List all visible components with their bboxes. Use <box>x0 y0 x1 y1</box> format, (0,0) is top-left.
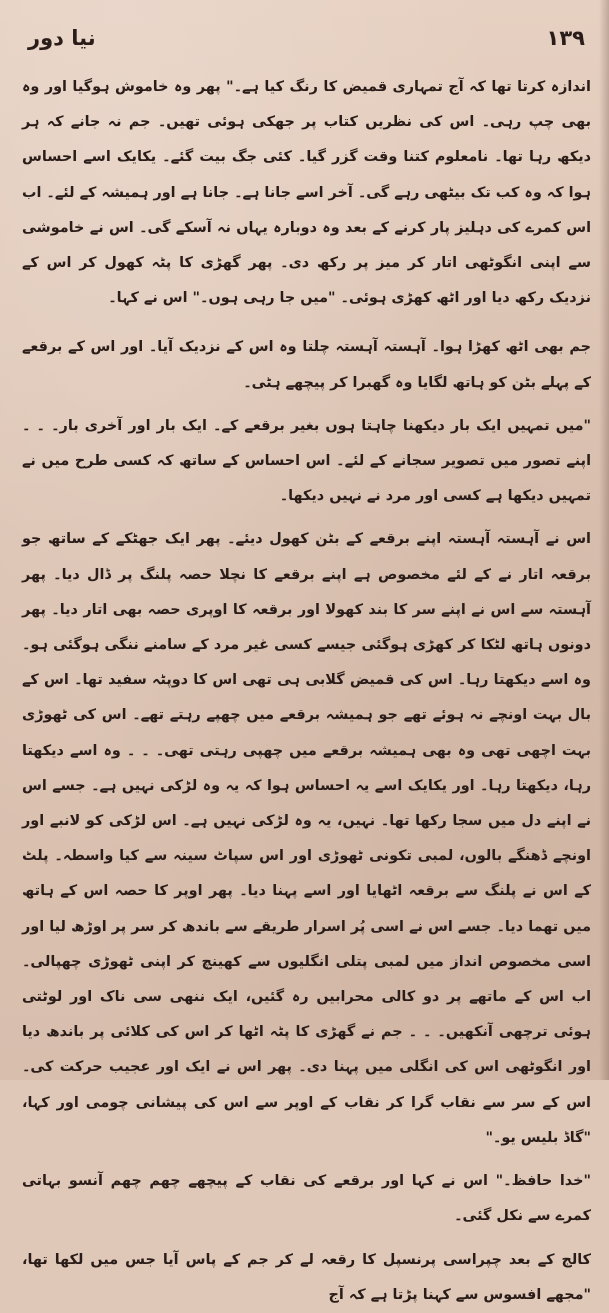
body-text <box>22 70 591 1303</box>
running-head <box>28 20 589 60</box>
paragraph-5: "خدا حافظ۔" اس نے کہا اور برقعے کی نقاب کے پیچھے چھم چھم آنسو بہاتی کمرے سے نکل گئی۔ <box>22 1173 591 1225</box>
paragraph-1: اندازہ کرتا تھا کہ آج تمہاری قمیض کا رنگ کیا ہے۔" پھر وہ خاموش ہوگیا اور وہ بھی چپ رہی۔ اس کی نظریں کتاب پر جھکی ہوئی تھیں۔ جم نہ جانے کہ ہر دیکھ رہا تھا۔ نامعلوم کتنا وقت گزر گیا۔ کئی جگ بیت گئے۔ یکایک اسے احساس ہوا کہ وہ کب تک بیٹھی رہے گی۔ آخر اسے جانا ہے۔ جانا ہے اور ہمیشہ کے لئے۔ اب اس کمرے کی دہلیز پار کرنے کے بعد وہ دوبارہ یہاں نہ آسکے گی۔ اس نے خاموشی سے اپنی انگوٹھی اتار کر میز پر رکھ دی۔ پھر گھڑی کا پٹہ کھول کر اس کے نزدیک رکھ دیا اور اٹھ کھڑی ہوئی۔ "میں جا رہی ہوں۔" اس نے کہا۔ <box>22 79 591 307</box>
paragraph-2: جم بھی اٹھ کھڑا ہوا۔ آہستہ آہستہ چلتا وہ اس کے نزدیک آیا۔ اور اس کے برقعے کے پہلے بٹن کو ہاتھ لگایا وہ گھبرا کر پیچھے ہٹی۔ <box>22 339 591 391</box>
page-edge-shadow <box>599 0 609 1080</box>
paragraph-3: "میں تمہیں ایک بار دیکھنا چاہتا ہوں بغیر برقعے کے۔ ایک بار اور آخری بار۔ ۔ ۔ اپنے تصور میں تصویر سجانے کے لئے۔ اس احساس کے ساتھ کہ کسی طرح میں نے تمہیں دیکھا ہے کسی اور مرد نے نہیں دیکھا۔ <box>22 417 591 505</box>
paragraph-4: اس نے آہستہ آہستہ اپنے برقعے کے بٹن کھول دیئے۔ پھر ایک جھٹکے کے ساتھ جو برقعہ اتار نے کے لئے مخصوص ہے اپنے برقعے کا نچلا حصہ پلنگ پر ڈال دیا۔ پھر آہستہ سے اس نے اپنے سر کا بند کھولا اور برقعہ کا اوپری حصہ بھی اتار دیا۔ پھر دونوں ہاتھ لٹکا کر کھڑی ہوگئی جیسے کسی غیر مرد کے سامنے ننگی ہوگئی ہو۔ وہ اسے دیکھتا رہا۔ اس کی قمیض گلابی ہی تھی اس کا دوپٹہ سفید تھا۔ اس کے بال بہت اونچے نہ ہوئے تھے جو ہمیشہ برقعے میں چھپے رہتے تھے۔ اس کی ٹھوڑی بہت اچھی تھی وہ بھی ہمیشہ برقعے میں چھپی رہتی تھی۔ ۔ ۔ وہ اسے دیکھتا رہا، دیکھتا رہا۔ اور یکایک اسے یہ احساس ہوا کہ یہ وہ لڑکی نہیں ہے۔ جسے اس نے اپنے دل میں سجا رکھا تھا۔ نہیں، یہ وہ لڑکی نہیں ہے۔ اس لڑکی کو لانبے اور اونچے ڈھنگے بالوں، لمبی تکونی ٹھوڑی اور اس سپاٹ سینہ سے کیا واسطہ۔ پلٹ کے اس نے پلنگ سے برقعہ اٹھایا اور اسے پہنا دیا۔ پھر اوپر کا حصہ اس کے ہاتھ میں تھما دیا۔ جسے اس نے اسی پُر اسرار طریقے سے باندھ کر سر پر اوڑھ لیا اور اسی مخصوص انداز میں لمبی پتلی انگلیوں سے کھینچ کر اپنی ٹھوڑی چھپالی۔ اب اس کے ماتھے پر دو کالی محرابیں رہ گئیں، ایک ننھی سی ناک اور لوٹتی ہوئی ترچھی آنکھیں۔ ۔ ۔ جم نے گھڑی کا پٹہ اٹھا کر اس کی کلائی پر باندھ دیا اور انگوٹھی اس کی انگلی میں پہنا دی۔ پھر اس نے ایک اور عجیب حرکت کی۔ اس کے سر سے نقاب گرا کر نقاب کے اوپر سے اس کی پیشانی چومی اور کہا، "گاڈ بلیس یو۔" <box>22 531 591 1146</box>
paragraph-6: کالج کے بعد چپراسی پرنسپل کا رقعہ لے کر جم کے پاس آیا جس میں لکھا تھا، "مجھے افسوس سے کہنا پڑتا ہے کہ آج <box>22 1251 591 1303</box>
page-number: ۱۳۹ <box>546 26 585 50</box>
journal-title: نیا دور <box>28 26 96 50</box>
